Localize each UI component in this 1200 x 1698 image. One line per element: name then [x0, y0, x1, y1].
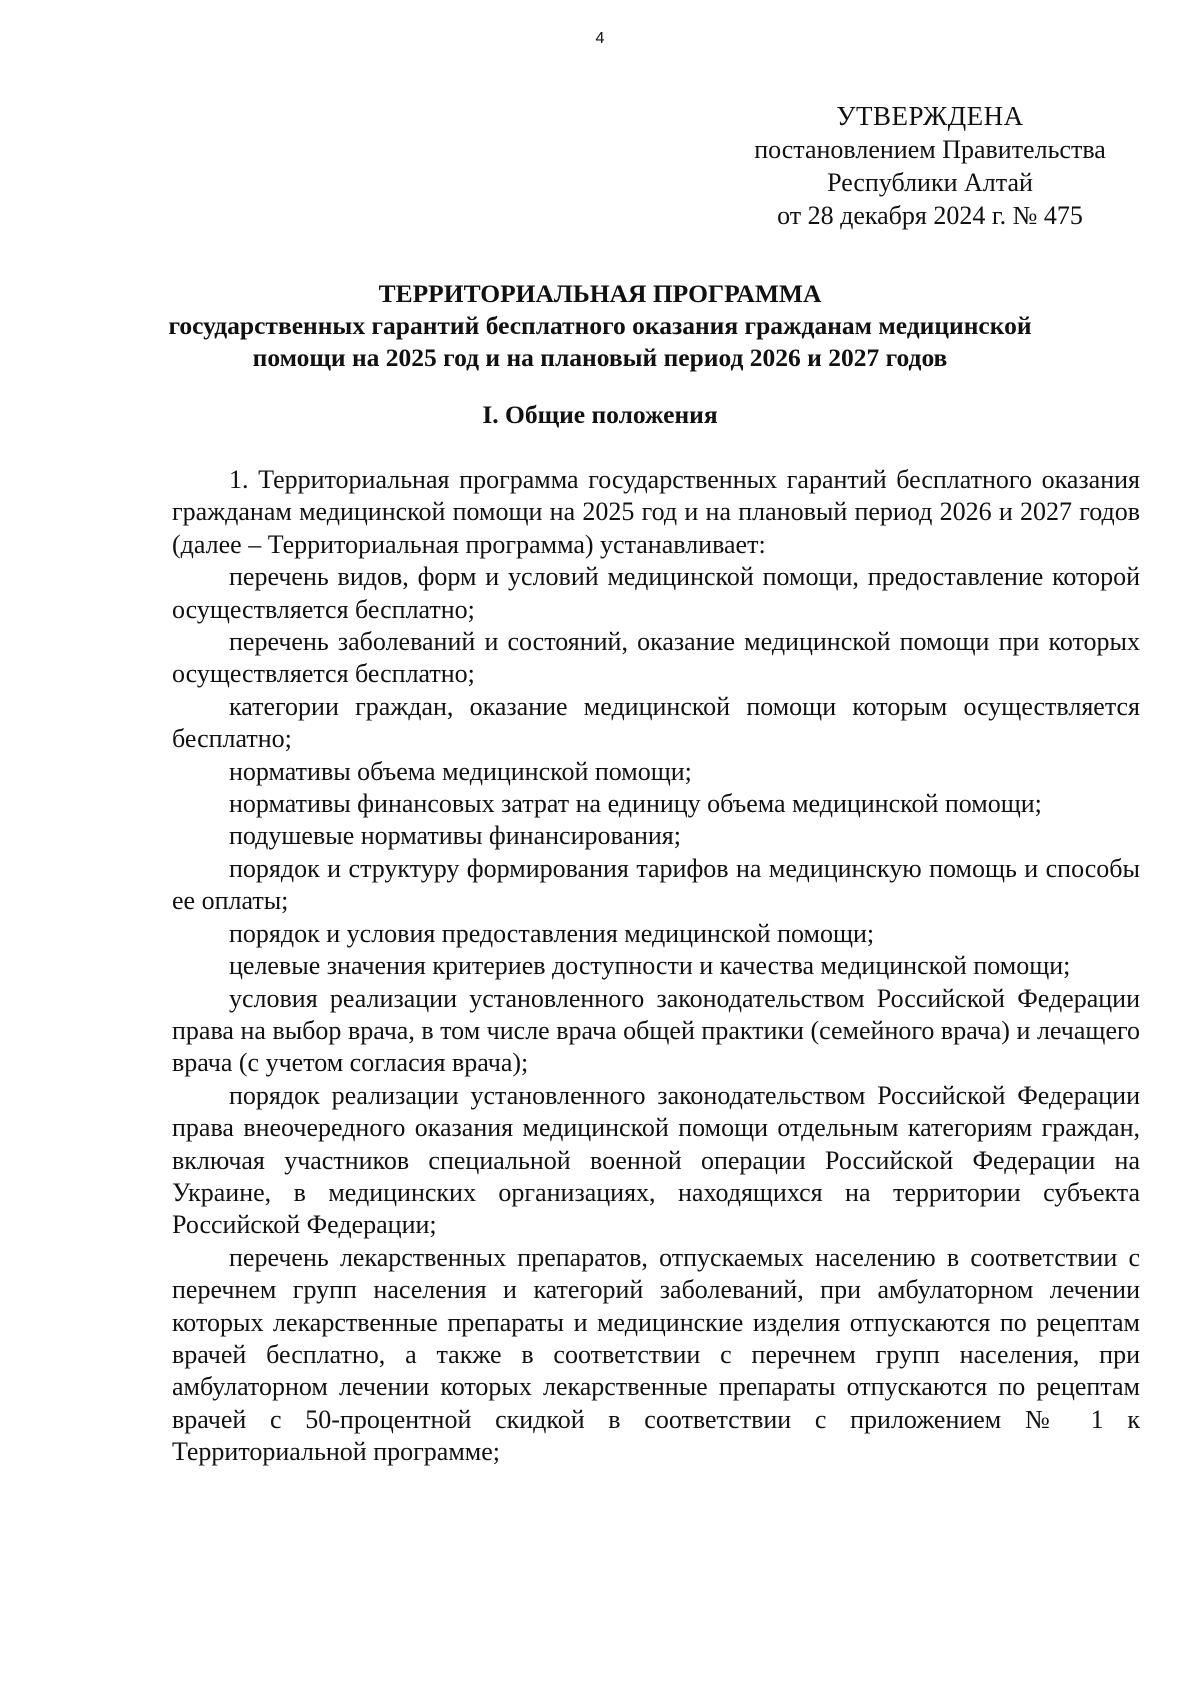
body-text [172, 464, 1140, 1469]
paragraph: подушевые нормативы финансирования; [229, 821, 681, 851]
approval-stamp-block [720, 100, 1140, 232]
document-title-line: ТЕРРИТОРИАЛЬНАЯ ПРОГРАММА [378, 279, 822, 308]
paragraph: категории граждан, оказание медицинской помощи которым осуществляется бесплатно; [172, 691, 1140, 754]
paragraph: условия реализации установленного законодательством Российской Федерации права на выбор врача, в том числе врача общей практики (семейного врача) и лечащего врача (с учетом согласия врача); [172, 983, 1140, 1078]
paragraph: перечень заболеваний и состояний, оказание медицинской помощи при которых осуществляется бесплатно; [172, 627, 1140, 689]
paragraph: нормативы финансовых затрат на единицу объема медицинской помощи; [229, 789, 1042, 819]
page-number: 4 [595, 30, 605, 47]
paragraph: перечень видов, форм и условий медицинской помощи, предоставление которой осуществляется бесплатно; [172, 562, 1140, 624]
approval-title: УТВЕРЖДЕНА [836, 101, 1024, 131]
paragraph: порядок реализации установленного законодательством Российской Федерации права внеочередного оказания медицинской помощи отдельным категориям граждан, включая участников специальной военной операции Российской Федерации на Украине, в медицинских организациях, находящихся на территории субъекта Российской Федерации; [172, 1080, 1140, 1240]
section-heading: I. Общие положения [482, 400, 718, 429]
document-title-line: помощи на 2025 год и на плановый период 2026 и 2027 годов [252, 343, 948, 372]
paragraph: нормативы объема медицинской помощи; [229, 756, 692, 786]
document-title [0, 278, 1200, 374]
approval-line: Республики Алтай [827, 168, 1033, 197]
paragraph: порядок и структуру формирования тарифов на медицинскую помощь и способы ее оплаты; [172, 853, 1140, 916]
approval-line: постановлением Правительства [754, 135, 1106, 164]
paragraph: порядок и условия предоставления медицинской помощи; [229, 918, 875, 948]
paragraph: целевые значения критериев доступности и качества медицинской помощи; [229, 951, 1071, 981]
paragraph: 1. Территориальная программа государственных гарантий бесплатного оказания гражданам медицинской помощи на 2025 год и на плановый период 2026 и 2027 годов (далее – Территориальная программа) устанавливает: [172, 465, 1140, 559]
approval-line: от 28 декабря 2024 г. № 475 [777, 201, 1083, 230]
document-title-line: государственных гарантий бесплатного оказания гражданам медицинской [168, 311, 1032, 340]
paragraph: перечень лекарственных препаратов, отпускаемых населению в соответствии с перечнем групп населения и категорий заболеваний, при амбулаторном лечении которых лекарственные препараты и медицинские изделия отпускаются по рецептам врачей бесплатно, а также в соответствии с перечнем групп населения, при амбулаторном лечении которых лекарственные препараты отпускаются по рецептам врачей с 50-процентной скидкой в соответствии с приложением № 1 к Территориальной программе; [172, 1242, 1140, 1467]
